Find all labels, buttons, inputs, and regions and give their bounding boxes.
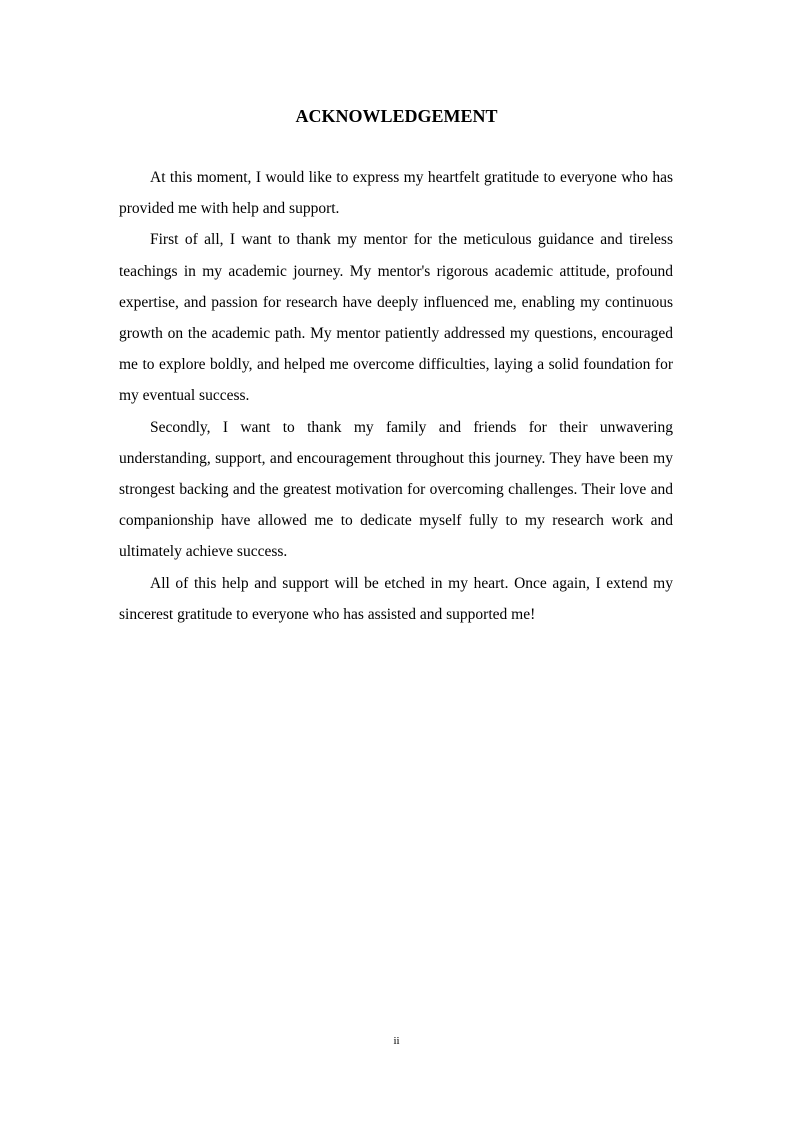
paragraph-closing: All of this help and support will be etched in my heart. Once again, I extend my sincerest gratitude to everyone who has assisted and supported me! xyxy=(119,574,673,623)
page-number: ii xyxy=(393,1035,400,1047)
page-title: ACKNOWLEDGEMENT xyxy=(295,106,498,126)
paragraph-family-friends-thanks: Secondly, I want to thank my family and friends for their unwavering understanding, support, and encouragement throughout this journey. They have been my strongest backing and the greatest motivation for overcoming challenges. Their love and companionship have allowed me to dedicate myself fully to my research work and ultimately achieve success. xyxy=(119,418,673,561)
paragraph-mentor-thanks: First of all, I want to thank my mentor for the meticulous guidance and tireless teachings in my academic journey. My mentor's rigorous academic attitude, profound expertise, and passion for research have deeply influenced me, enabling my continuous growth on the academic path. My mentor patiently addressed my questions, encouraged me to explore boldly, and helped me overcome difficulties, laying a solid foundation for my eventual success. xyxy=(119,231,673,405)
acknowledgement-body xyxy=(119,162,673,630)
paragraph-gratitude-intro: At this moment, I would like to express my heartfelt gratitude to everyone who has provided me with help and support. xyxy=(119,169,673,218)
